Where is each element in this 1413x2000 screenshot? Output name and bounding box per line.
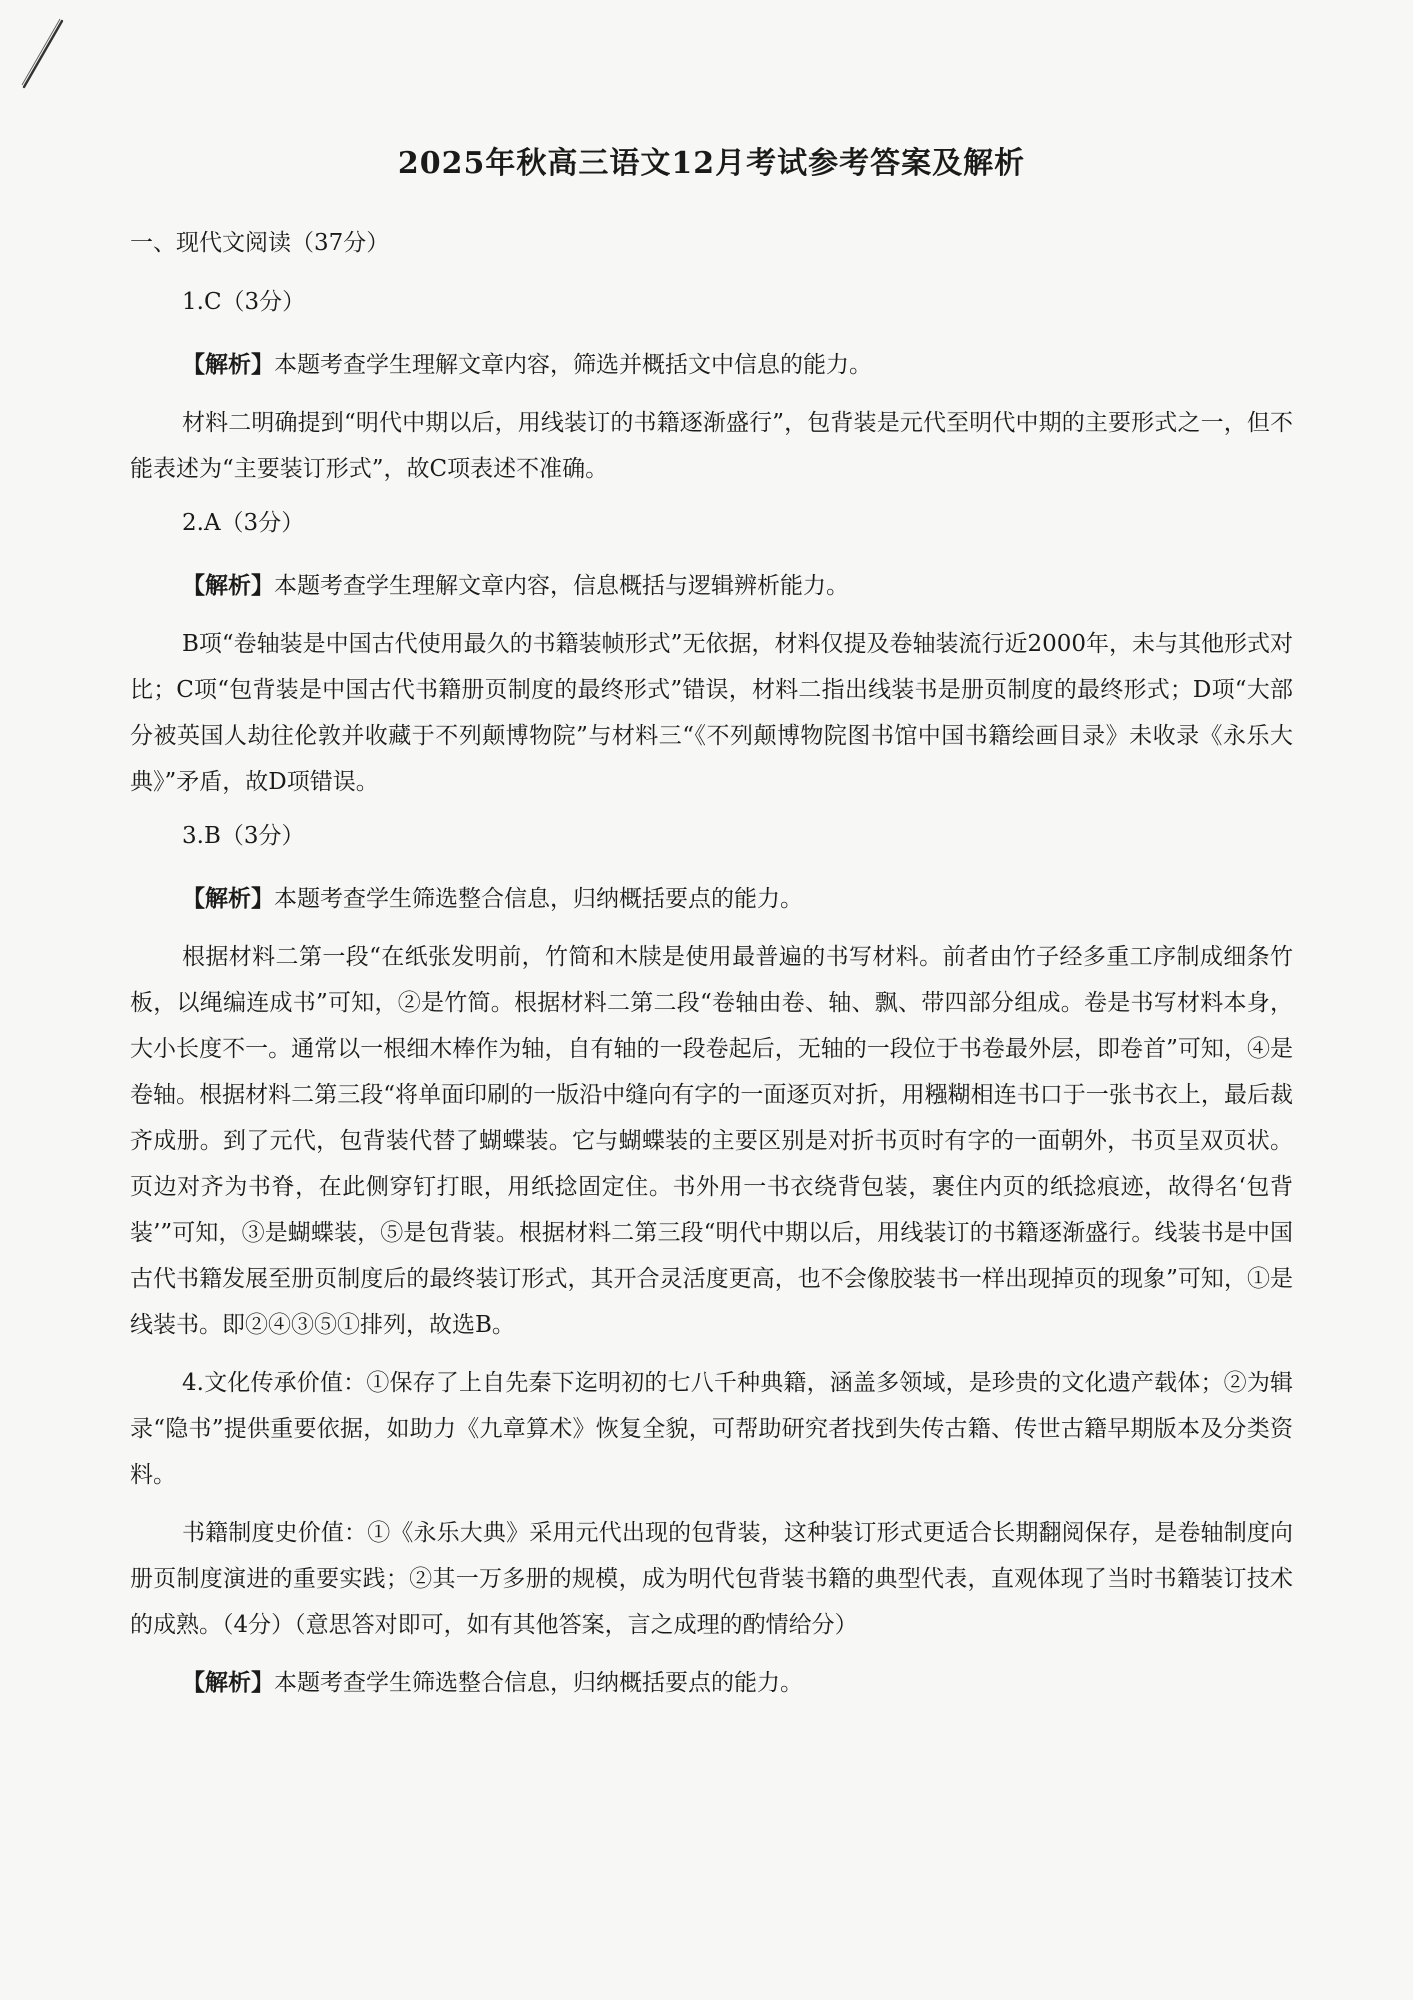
- analysis-text: 本题考查学生理解文章内容，筛选并概括文中信息的能力。: [274, 352, 872, 378]
- question-4-analysis: [130, 1660, 1293, 1706]
- question-2-answer: 2.A（3分）: [182, 510, 305, 536]
- question-1-analysis: [130, 342, 1293, 388]
- page-title: 2025年秋高三语文12月考试参考答案及解析: [397, 146, 1026, 181]
- analysis-label: 【解析】: [182, 351, 274, 378]
- analysis-text: 本题考查学生筛选整合信息，归纳概括要点的能力。: [274, 1670, 803, 1696]
- section-heading-modern-reading: 一、现代文阅读（37分）: [130, 230, 390, 256]
- question-4-cultural-value: 4.文化传承价值：①保存了上自先秦下迄明初的七八千种典籍，涵盖多领域，是珍贵的文化遗产载体；②为辑录“隐书”提供重要依据，如助力《九章算术》恢复全貌，可帮助研究者找到失传古籍、传世古籍早期版本及分类资料。: [130, 1370, 1293, 1488]
- analysis-label: 【解析】: [182, 1669, 274, 1696]
- question-2-explanation: B项“卷轴装是中国古代使用最久的书籍装帧形式”无依据，材料仅提及卷轴装流行近2000年，未与其他形式对比；C项“包背装是中国古代书籍册页制度的最终形式”错误，材料二指出线装书是册页制度的最终形式；D项“大部分被英国人劫往伦敦并收藏于不列颠博物院”与材料三“《不列颠博物院图书馆中国书籍绘画目录》未收录《永乐大典》”矛盾，故D项错误。: [130, 631, 1293, 795]
- analysis-text: 本题考查学生筛选整合信息，归纳概括要点的能力。: [274, 886, 803, 912]
- question-3-answer: 3.B（3分）: [182, 823, 305, 849]
- analysis-text: 本题考查学生理解文章内容，信息概括与逻辑辨析能力。: [274, 573, 849, 599]
- analysis-label: 【解析】: [182, 572, 274, 599]
- question-3-explanation: 根据材料二第一段“在纸张发明前，竹简和木牍是使用最普遍的书写材料。前者由竹子经多重工序制成细条竹板，以绳编连成书”可知，②是竹简。根据材料二第二段“卷轴由卷、轴、飘、带四部分组成。卷是书写材料本身，大小长度不一。通常以一根细木棒作为轴，自有轴的一段卷起后，无轴的一段位于书卷最外层，即卷首”可知，④是卷轴。根据材料二第三段“将单面印刷的一版沿中缝向有字的一面逐页对折，用糨糊相连书口于一张书衣上，最后裁齐成册。到了元代，包背装代替了蝴蝶装。它与蝴蝶装的主要区别是对折书页时有字的一面朝外，书页呈双页状。页边对齐为书脊，在此侧穿钉打眼，用纸捻固定住。书外用一书衣绕背包装，裹住内页的纸捻痕迹，故得名‘包背装’”可知，③是蝴蝶装，⑤是包背装。根据材料二第三段“明代中期以后，用线装订的书籍逐渐盛行。线装书是中国古代书籍发展至册页制度后的最终装订形式，其开合灵活度更高，也不会像胶装书一样出现掉页的现象”可知，①是线装书。即②④③⑤①排列，故选B。: [130, 944, 1293, 1338]
- analysis-label: 【解析】: [182, 885, 274, 912]
- question-4-book-system-value: 书籍制度史价值：①《永乐大典》采用元代出现的包背装，这种装订形式更适合长期翻阅保存，是卷轴制度向册页制度演进的重要实践；②其一万多册的规模，成为明代包背装书籍的典型代表，直观体现了当时书籍装订技术的成熟。（4分）（意思答对即可，如有其他答案，言之成理的酌情给分）: [130, 1520, 1293, 1638]
- question-1-answer: 1.C（3分）: [182, 289, 306, 315]
- question-3-analysis: [130, 876, 1293, 922]
- question-1-explanation: 材料二明确提到“明代中期以后，用线装订的书籍逐渐盛行”，包背装是元代至明代中期的主要形式之一，但不能表述为“主要装订形式”，故C项表述不准确。: [130, 410, 1293, 482]
- question-2-analysis: [130, 563, 1293, 609]
